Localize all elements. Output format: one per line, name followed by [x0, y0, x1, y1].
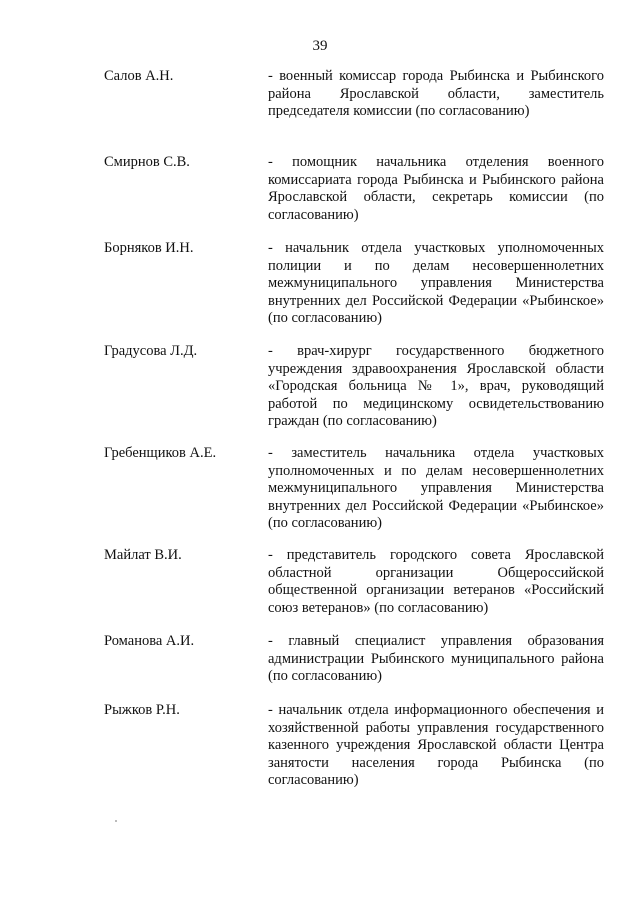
scan-speck [115, 820, 117, 822]
member-role: - представитель городского совета Ярославской областной организации Общероссийской общественной организации ветеранов «Российский союз ветеранов» (по согласованию) [268, 547, 604, 616]
member-name: Смирнов С.В. [104, 154, 190, 170]
member-role: - военный комиссар города Рыбинска и Рыбинского района Ярославской области, заместитель председателя комиссии (по согласованию) [268, 68, 604, 120]
member-role: - заместитель начальника отдела участковых уполномоченных и по делам несовершеннолетних межмуниципального управления Министерства внутренних дел Российской Федерации «Рыбинское» (по согласованию) [268, 445, 604, 532]
member-name: Рыжков Р.Н. [104, 702, 180, 718]
member-name: Градусова Л.Д. [104, 343, 198, 359]
member-role: - помощник начальника отделения военного комиссариата города Рыбинска и Рыбинского района Ярославской области, секретарь комиссии (по согласованию) [268, 154, 604, 223]
member-name: Гребенщиков А.Е. [104, 445, 217, 461]
page-number: 39 [312, 38, 328, 54]
member-role: - начальник отдела информационного обеспечения и хозяйственной работы управления государственного казенного учреждения Ярославской области Центра занятости населения города Рыбинска (по согласованию) [268, 702, 604, 789]
member-role: - начальник отдела участковых уполномоченных полиции и по делам несовершеннолетних межмуниципального управления Министерства внутренних дел Российской Федерации «Рыбинское» (по согласованию) [268, 240, 604, 327]
member-name: Борняков И.Н. [104, 240, 194, 256]
member-name: Салов А.Н. [104, 68, 174, 84]
member-name: Майлат В.И. [104, 547, 182, 563]
member-role: - врач-хирург государственного бюджетного учреждения здравоохранения Ярославской области «Городская больница № 1», врач, руководящий работой по медицинскому освидетельствованию граждан (по согласованию) [268, 343, 604, 430]
member-name: Романова А.И. [104, 633, 195, 649]
member-role: - главный специалист управления образования администрации Рыбинского муниципального района (по согласованию) [268, 633, 604, 685]
